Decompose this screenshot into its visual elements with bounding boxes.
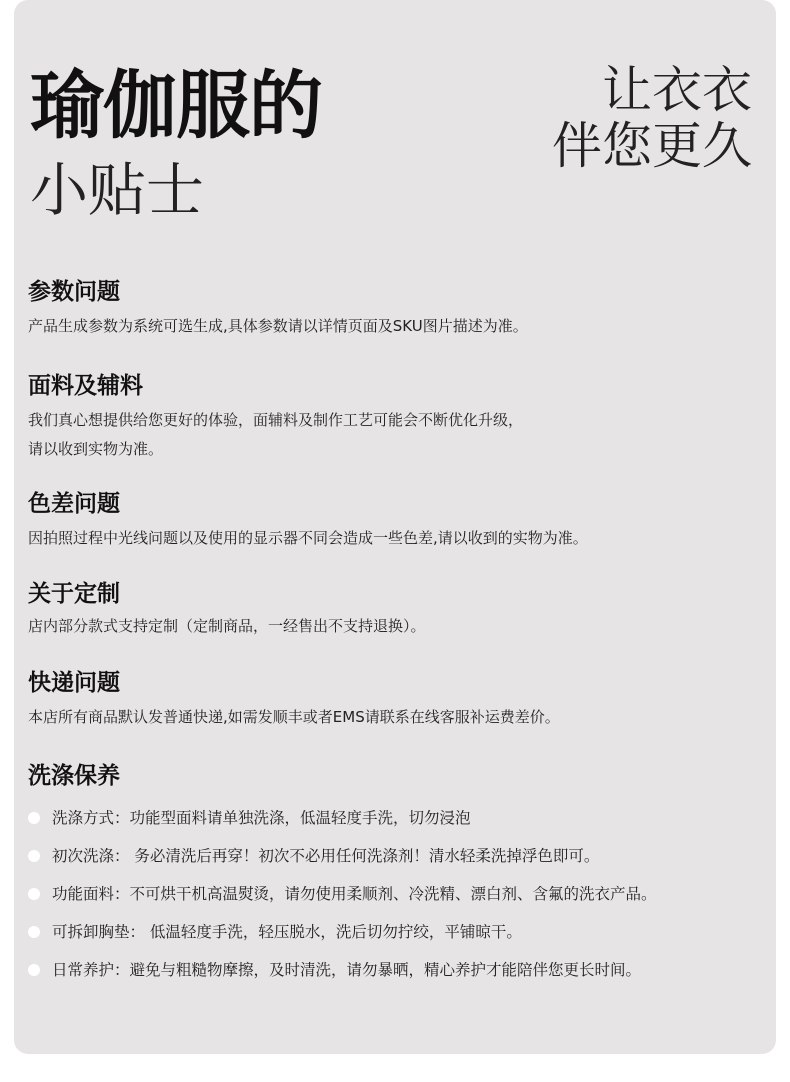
care-item-text: 可拆卸胸垫： 低温轻度手洗，轻压脱水，洗后切勿拧绞，平铺晾干。 [52, 923, 522, 941]
tips-card [14, 0, 776, 1054]
section-text: 因拍照过程中光线问题以及使用的显示器不同会造成一些色差,请以收到的实物为准。 [28, 529, 588, 547]
bullet-dot-icon [28, 888, 40, 900]
section-title: 参数问题 [28, 279, 120, 305]
section-parameters [28, 277, 768, 341]
care-item-text: 洗涤方式：功能型面料请单独洗涤，低温轻度手洗，切勿浸泡 [52, 809, 471, 827]
page-title: 瑜伽服的 [30, 63, 322, 149]
section-title: 面料及辅料 [28, 373, 143, 399]
list-item [28, 875, 768, 913]
section-title: 快递问题 [28, 670, 120, 696]
care-list [28, 799, 768, 989]
section-delivery [28, 668, 768, 732]
list-item [28, 799, 768, 837]
section-text: 本店所有商品默认发普通快递,如需发顺丰或者EMS请联系在线客服补运费差价。 [28, 708, 560, 726]
page-subtitle: 小贴士 [30, 156, 205, 224]
list-item [28, 913, 768, 951]
slogan [552, 62, 752, 174]
list-item [28, 951, 768, 989]
section-text: 请以收到实物为准。 [28, 440, 164, 458]
slogan-line-2: 伴您更久 [552, 117, 752, 175]
bullet-dot-icon [28, 850, 40, 862]
section-fabric [28, 371, 768, 464]
list-item [28, 837, 768, 875]
section-customization [28, 579, 768, 641]
section-title: 关于定制 [28, 581, 120, 607]
bullet-dot-icon [28, 926, 40, 938]
care-item-text: 初次洗涤： 务必清洗后再穿！初次不必用任何洗涤剂！清水轻柔洗掉浮色即可。 [52, 847, 600, 865]
section-title: 色差问题 [28, 491, 120, 517]
section-text: 产品生成参数为系统可选生成,具体参数请以详情页面及SKU图片描述为准。 [28, 317, 528, 335]
section-text: 我们真心想提供给您更好的体验，面辅料及制作工艺可能会不断优化升级， [28, 411, 524, 429]
bullet-dot-icon [28, 964, 40, 976]
section-color-difference [28, 489, 768, 553]
section-title: 洗涤保养 [28, 763, 120, 789]
care-item-text: 日常养护：避免与粗糙物摩擦，及时清洗，请勿暴晒，精心养护才能陪伴您更长时间。 [52, 961, 642, 979]
slogan-line-1: 让衣衣 [602, 61, 752, 119]
section-text: 店内部分款式支持定制（定制商品，一经售出不支持退换）。 [28, 617, 426, 635]
care-item-text: 功能面料：不可烘干机高温熨烫，请勿使用柔顺剂、冷洗精、漂白剂、含氟的洗衣产品。 [52, 885, 657, 903]
bullet-dot-icon [28, 812, 40, 824]
section-care [28, 761, 768, 989]
